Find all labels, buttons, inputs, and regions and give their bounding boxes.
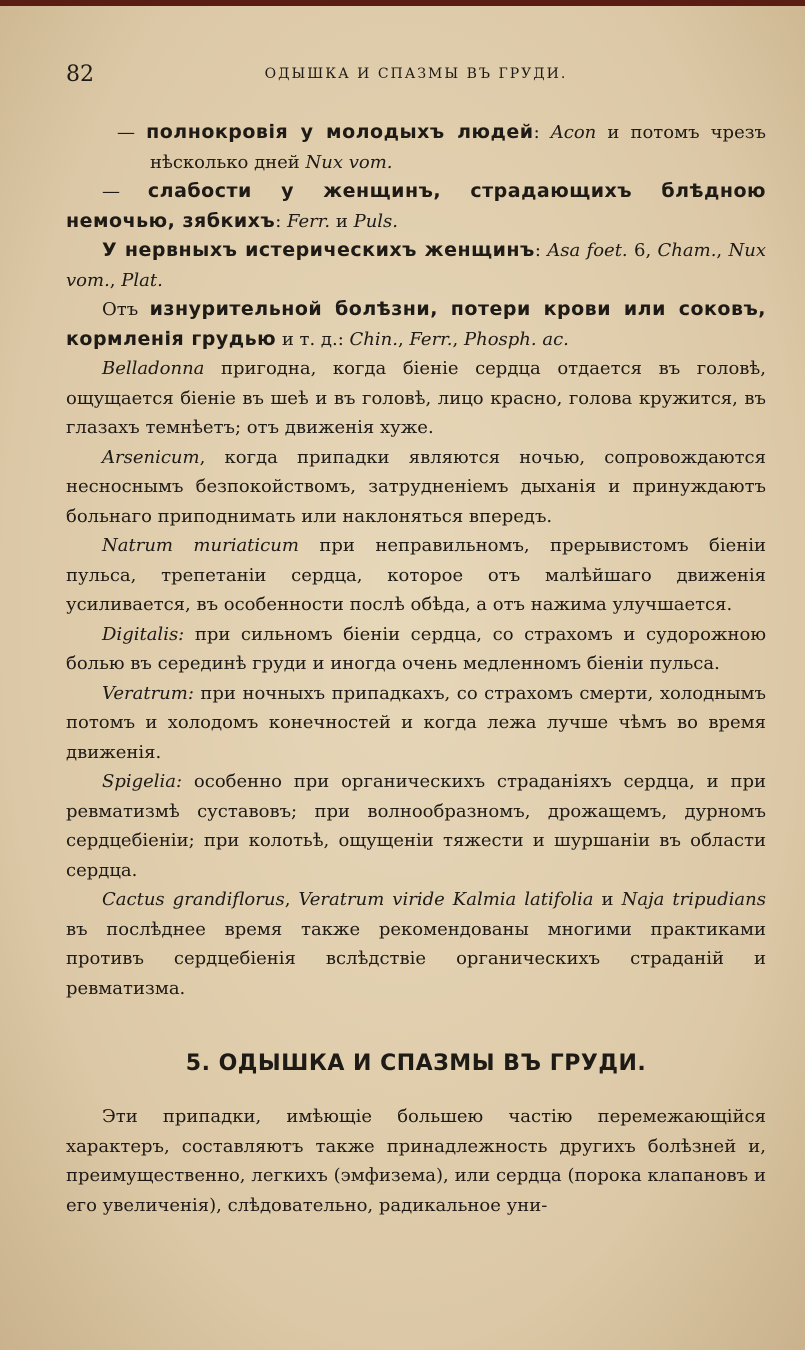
body-paragraphs	[66, 118, 766, 1003]
text-run: , когда припадки являются ночью, сопровождаются несноснымъ безпокойствомъ, затрудненіемъ дыханія и принуждаютъ больнаго приподнимать или наклоняться впередъ.	[66, 446, 766, 527]
latin-remedy: Veratrum:	[102, 682, 194, 704]
text-run: и	[593, 889, 622, 910]
paragraph	[66, 295, 766, 354]
text-run: и	[330, 210, 354, 232]
latin-remedy: Ferr.	[409, 328, 453, 350]
text-run: Отъ	[102, 299, 150, 320]
paragraph	[66, 354, 766, 443]
latin-remedy: Spigelia:	[102, 771, 183, 792]
latin-remedy: Natrum muriaticum	[102, 535, 299, 556]
section-paragraphs	[66, 1102, 766, 1220]
text-run: ,	[716, 240, 729, 261]
paragraph	[66, 443, 766, 532]
text-run: ,	[452, 328, 464, 350]
latin-remedy: Cactus grandiflorus	[102, 889, 285, 910]
page-body	[66, 118, 766, 1220]
text-run: и потомъ чрезъ нѣсколько дней	[150, 122, 766, 173]
bold-phrase: полнокровія у молодыхъ людей	[146, 121, 534, 143]
page-header	[66, 62, 766, 92]
latin-remedy: Asa foet.	[547, 240, 628, 261]
latin-remedy: Belladonna	[102, 358, 205, 379]
paragraph	[66, 885, 766, 1003]
paragraph	[66, 620, 766, 679]
text-run: при ночныхъ припадкахъ, со страхомъ смерти, холоднымъ потомъ и холодомъ конечностей и когда лежа лучше чѣмъ во время движенія.	[66, 682, 766, 763]
text-run: особенно при органическихъ страданіяхъ сердца, и при ревматизмѣ суставовъ; при волнообразномъ, дрожащемъ, дурномъ сердцебіеніи; при колотьѣ, ощущеніи тяжести и шуршаніи въ области сердца.	[66, 771, 766, 881]
paragraph	[66, 531, 766, 620]
latin-remedy: Phosph. ac.	[464, 328, 569, 350]
text-run: ,	[284, 889, 299, 910]
text-run: 6,	[627, 240, 658, 261]
text-run: :	[533, 122, 551, 143]
latin-remedy: Acon	[550, 122, 597, 143]
latin-remedy: Ferr.	[287, 210, 331, 232]
text-run: ,	[109, 269, 122, 291]
text-run: и т. д.:	[276, 328, 350, 350]
page-number: 82	[66, 62, 94, 87]
text-run: ,	[397, 328, 410, 350]
text-run: —	[102, 181, 148, 202]
text-run: въ послѣднее время также рекомендованы многими практиками противъ сердцебіенія вслѣдствіе органическихъ страданій и ревматизма.	[66, 918, 766, 999]
latin-remedy: Digitalis:	[102, 623, 185, 645]
text-run: —	[117, 122, 147, 143]
paragraph	[66, 679, 766, 768]
paragraph	[66, 1102, 766, 1220]
latin-remedy: Cham.	[657, 240, 717, 261]
text-run: Эти припадки, имѣющіе большею частію перемежающійся характеръ, составляютъ также принадлежность другихъ болѣзней и, преимущественно, легкихъ (эмфизема), или сердца (порока клапановъ и его увеличенія), слѣдовательно, радикальное уни-	[66, 1106, 766, 1216]
latin-remedy: Arsenicum	[102, 446, 200, 468]
bold-phrase: слабости у женщинъ, страдающихъ блѣдною немочью, зябкихъ	[66, 180, 766, 232]
latin-remedy: Veratrum viride Kalmia latifolia	[298, 889, 594, 910]
latin-remedy: Plat.	[121, 269, 163, 291]
top-border	[0, 0, 805, 6]
text-run: при сильномъ біеніи сердца, со страхомъ и судорожною болью въ серединѣ груди и иногда очень медленномъ біеніи пульса.	[66, 623, 766, 674]
latin-remedy: Puls.	[353, 210, 399, 232]
section-title: 5. ОДЫШКА И СПАЗМЫ ВЪ ГРУДИ.	[185, 1051, 647, 1076]
text-run: :	[275, 210, 288, 232]
latin-remedy: Chin.	[349, 328, 398, 350]
running-head: ОДЫШКА И СПАЗМЫ ВЪ ГРУДИ.	[264, 66, 568, 82]
paragraph	[66, 118, 766, 177]
text-run: :	[534, 240, 548, 261]
latin-remedy: Nux vom.	[66, 240, 766, 291]
paragraph	[66, 767, 766, 885]
paragraph	[66, 177, 766, 236]
bold-phrase: У нервныхъ истерическихъ женщинъ	[102, 239, 535, 261]
text-run: при неправильномъ, прерывистомъ біеніи пульса, трепетаніи сердца, которое отъ малѣйшаго движенія усиливается, въ особенности послѣ обѣда, а отъ нажима улучшается.	[66, 535, 766, 615]
latin-remedy: Naja tripudians	[621, 889, 766, 910]
paragraph	[66, 236, 766, 295]
text-run: пригодна, когда біеніе сердца отдается въ головѣ, ощущается біеніе въ шеѣ и въ головѣ, лицо красно, голова кружится, въ глазахъ темнѣетъ; отъ движенія хуже.	[66, 358, 766, 438]
bold-phrase: изнурительной болѣзни, потери крови или соковъ, кормленія грудью	[66, 298, 766, 350]
latin-remedy: Nux vom.	[305, 151, 393, 173]
